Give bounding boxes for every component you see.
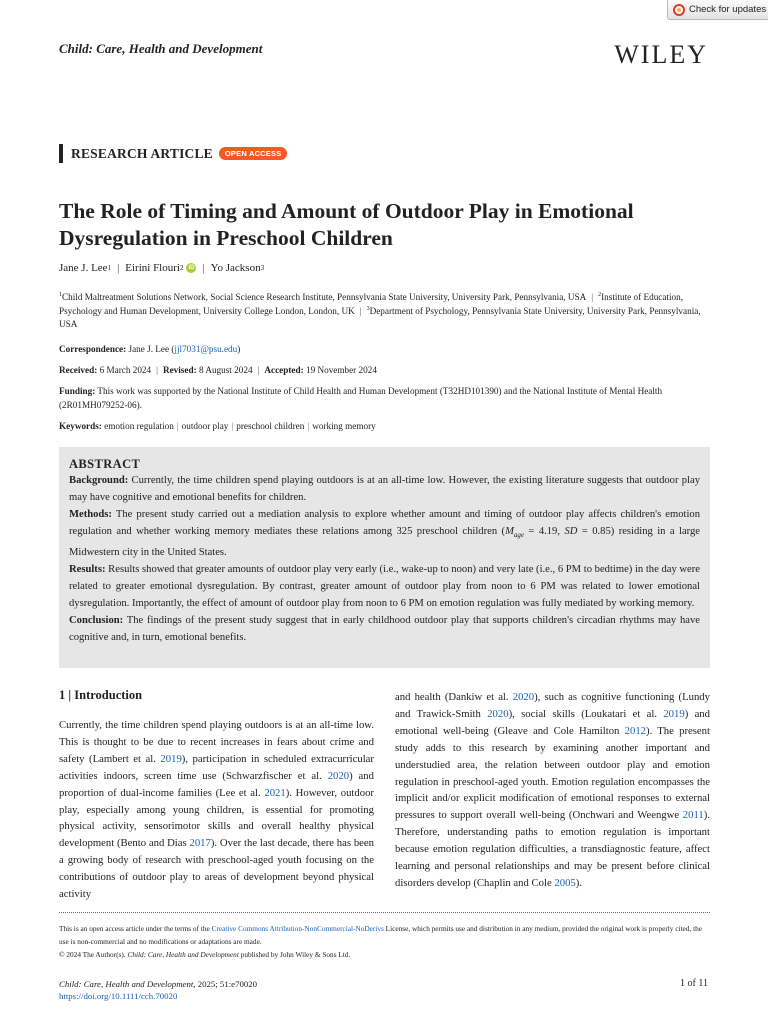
correspondence: Correspondence: Jane J. Lee (jjl7031@psu.edu) [59, 344, 241, 354]
license-text-part: License, which permits use and distribution in any medium, provided the original work is properly cited, the use is non-commercial and no modifications or adaptations are made. [59, 924, 702, 946]
citation-link[interactable]: 2012 [624, 724, 647, 737]
abstract-methods [69, 506, 700, 561]
license-link[interactable]: Creative Commons Attribution-NonCommercial-NoDerivs [211, 924, 384, 933]
body-text: ). [575, 876, 582, 889]
open-access-badge: OPEN ACCESS [219, 147, 288, 160]
citation-link[interactable]: 2020 [327, 769, 350, 782]
license-notice [59, 922, 710, 961]
article-title: The Role of Timing and Amount of Outdoor Play in Emotional Dysregulation in Preschool Children [59, 199, 634, 250]
results-label: Results: [69, 564, 106, 576]
body-text: ). Over the last decade, there has been a growing body of research with preschool-aged youth focusing on the contributions of outdoor play to areas of development beyond physical activity [59, 837, 375, 901]
citation-link[interactable]: 2017 [189, 837, 211, 850]
copyright-line [59, 948, 710, 961]
affiliation-separator: | [359, 305, 362, 316]
mean-symbol: M [505, 526, 514, 537]
orcid-icon[interactable]: iD [188, 265, 195, 271]
results-text: Results showed that greater amounts of outdoor play very early (i.e., wake-up to noon) and very late (i.e., 6 PM to bedtime) in the day were related to greater emotional dysregulation. By contrast, greater amount of outdoor play from noon to 6 PM was related to lower emotional dysregulation. Importantly, the effect of amount of outdoor play from noon to 6 PM on emotion regulation was fully mediated by working memory. [69, 564, 700, 610]
background-text: Currently, the time children spend playing outdoors is at an all-time low. However, the existing literature suggests that outdoor play may have cognitive and emotional benefits for children. [69, 475, 700, 503]
copyright-text: © 2024 The Author(s). [59, 950, 128, 959]
affiliation-separator: | [591, 292, 594, 302]
article-dates [59, 364, 714, 378]
affiliation-text: Child Maltreatment Solutions Network, Social Science Research Institute, Pennsylvania State University, University Park, Pennsylvania, USA [62, 292, 587, 302]
keyword[interactable]: outdoor play [181, 421, 229, 431]
body-text: ). However, outdoor play, especially among young children, is essential for promoting physical activity, sensorimotor skills and overall healthy physical development (Bento and Dias [59, 786, 374, 850]
keyword-separator: | [176, 421, 179, 431]
article-type-label: RESEARCH ARTICLE [71, 145, 213, 161]
article-type [59, 144, 287, 163]
author-separator: | [202, 262, 205, 274]
abstract-conclusion [69, 612, 700, 646]
copyright-journal: Child: Care, Health and Development [127, 950, 239, 959]
body-text: ) and proportion of dual-income families (Lee et al. [59, 769, 374, 799]
abstract-heading: ABSTRACT [69, 457, 141, 471]
citation-journal: Child: Care, Health and Development, [59, 979, 196, 989]
abstract-box [59, 447, 710, 668]
body-text: ) and emotional well-being (Gleave and Cole Hamilton [395, 707, 710, 737]
citation-link[interactable]: 2011 [682, 809, 704, 822]
keyword-separator: | [307, 421, 310, 431]
body-text: ). Therefore, understanding paths to emotion regulation is important because emotion regulation difficulties, a transdiagnostic feature, affect learning and personal relationships and may be present before clinical disorders develop (Chaplin and Cole [395, 809, 710, 889]
methods-text: = 4.19, [524, 526, 565, 537]
citation-link[interactable]: 2019 [663, 707, 685, 720]
publisher-logo: WILEY [614, 40, 708, 69]
intro-column-right [395, 689, 710, 892]
keyword[interactable]: preschool children [236, 421, 305, 431]
footer-citation [59, 978, 257, 1002]
doi-link[interactable]: https://doi.org/10.1111/cch.70020 [59, 991, 178, 1001]
copyright-text: published by John Wiley & Sons Ltd. [238, 950, 351, 959]
section-heading-introduction: 1 | Introduction [59, 688, 143, 702]
keywords [59, 420, 714, 434]
funding-label: Funding: [59, 386, 96, 396]
citation-volume: 2025; 51:e70020 [195, 979, 258, 989]
methods-label: Methods: [69, 509, 112, 520]
date-separator: | [156, 365, 158, 375]
author-separator: | [117, 262, 120, 274]
received-date: 6 March 2024 [99, 365, 152, 375]
body-text: Currently, the time children spend playing outdoors is at an all-time low. This is thought to be due to recent increases in fears about crime and safety (Lambert et al. [59, 719, 374, 765]
citation-link[interactable]: 2020 [487, 707, 509, 720]
body-text: ). The present study adds to this research by examining another important and understudied area, the relation between outdoor play and emotion regulation in preschool-aged youth. Emotion regulation encompasses the implicit and/or explicit modification of emotional responses to external pressures to support overall well-being (Onchwari and Weengwe [395, 724, 710, 822]
author-name[interactable]: Jane J. Lee [59, 262, 108, 274]
abstract-background [69, 472, 700, 506]
keyword[interactable]: emotion regulation [104, 421, 174, 431]
date-separator: | [257, 365, 260, 375]
citation-line [59, 978, 257, 990]
body-text: ), such as cognitive functioning (Lundy and Trawick-Smith [395, 691, 710, 720]
affiliation-text: Institute of Education, Psychology and Human Development, University College London, London, UK [59, 292, 684, 316]
received-label: Received: [59, 365, 98, 375]
footer-divider [59, 912, 710, 913]
accepted-label: Accepted: [264, 365, 304, 375]
page-number: 1 of 11 [680, 978, 708, 989]
check-for-updates-button[interactable] [667, 0, 768, 20]
affiliations [59, 291, 710, 332]
correspondence-name: Jane J. Lee [128, 344, 170, 354]
citation-link[interactable]: 2020 [512, 691, 535, 703]
background-label: Background: [69, 475, 129, 486]
citation-link[interactable]: 2021 [264, 786, 286, 799]
funding-text: This work was supported by the National Institute of Child Health and Human Development (T32HD101390) and the National Institute of Mental Health (2R01MH079252-06). [59, 386, 663, 410]
keywords-label: Keywords: [59, 421, 102, 431]
intro-column-left [59, 717, 374, 903]
affiliation-mark: 2 [598, 291, 602, 298]
correspondence-email-link[interactable]: jjl7031@psu.edu [174, 344, 238, 354]
mean-subscript: age [513, 531, 524, 540]
keyword-separator: | [231, 421, 234, 431]
journal-name: Child: Care, Health and Development [59, 41, 263, 56]
citation-link[interactable]: 2019 [160, 752, 182, 765]
sd-symbol: SD [564, 526, 578, 537]
abstract-results [69, 561, 700, 612]
author-list: Jane J. Lee 1 | Eirini Flouri 2 iD | Yo Jackson 3 [59, 262, 265, 274]
body-text: ), participation in scheduled extracurricular activities indoors, screen time use (Schwarzfischer et al. [59, 752, 374, 782]
article-type-bar [59, 144, 63, 163]
affiliation-text: Department of Psychology, Pennsylvania State University, University Park, Pennsylvania, USA [59, 305, 701, 330]
license-text [59, 922, 710, 948]
keyword[interactable]: working memory [312, 421, 376, 431]
author-name[interactable]: Eirini Flouri [125, 262, 180, 274]
author-name[interactable]: Yo Jackson [210, 262, 261, 274]
body-text: and health (Dankiw et al. [395, 691, 513, 703]
citation-link[interactable]: 2005 [554, 876, 576, 889]
accepted-date: 19 November 2024 [305, 365, 377, 375]
affiliation-mark: 1 [59, 291, 62, 298]
revised-label: Revised: [162, 365, 197, 375]
correspondence-label: Correspondence: [59, 344, 127, 354]
funding [59, 385, 714, 412]
conclusion-text: The findings of the present study suggest that in early childhood outdoor play that supports children's circadian rhythms may have cognitive and, in turn, emotional benefits. [69, 615, 700, 644]
affiliation-mark: 3 [366, 305, 370, 312]
body-text: ), social skills (Loukatari et al. [508, 707, 664, 720]
conclusion-label: Conclusion: [69, 615, 124, 627]
license-text-part: This is an open access article under the terms of the [59, 924, 212, 933]
methods-text: = 0.85) residing in a large Midwestern city in the United States. [69, 526, 701, 559]
check-for-updates-label: Check for updates [689, 4, 767, 15]
methods-text: The present study carried out a mediation analysis to explore whether amount and timing of outdoor play affects children's emotion regulation and whether working memory mediates these relations among 325 preschool children ( [69, 509, 700, 537]
crossmark-icon [673, 4, 685, 16]
revised-date: 8 August 2024 [198, 365, 253, 375]
